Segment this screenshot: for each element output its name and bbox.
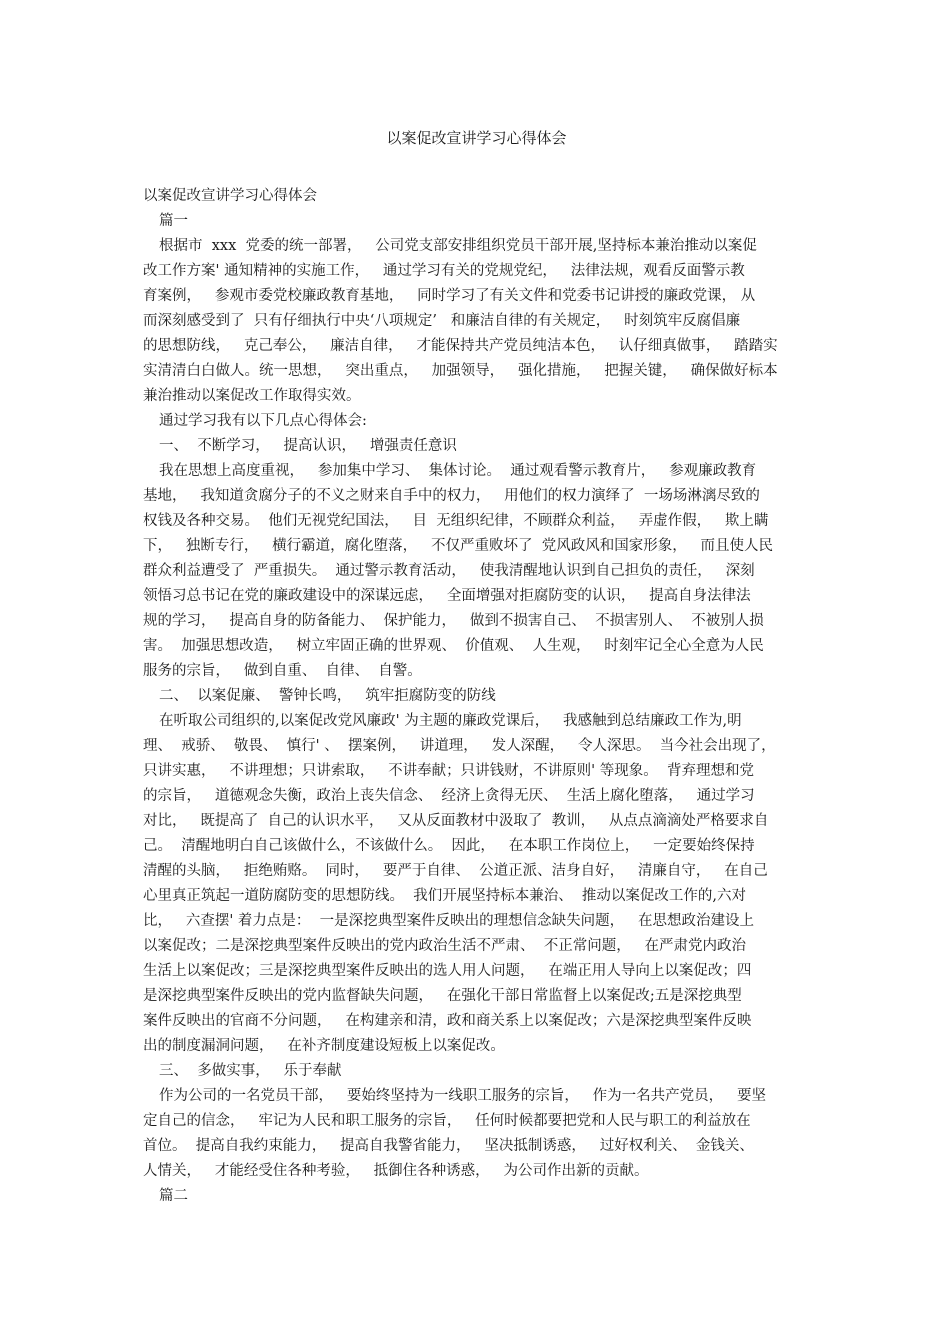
- text-line: 比， 六查摆' 着力点是： 一是深挖典型案件反映出的理想信念缺失问题， 在思想政治建设上: [143, 913, 754, 929]
- text-line: 服务的宗旨， 做到自重、 自律、 自警。: [143, 663, 422, 679]
- text-line: 首位。 提高自我约束能力， 提高自我警省能力， 坚决抵制诱惑， 过好权利关、 金钱关、: [143, 1138, 754, 1154]
- text-line: 对比， 既提高了 自己的认识水平， 又从反面教材中汲取了 教训， 从点点滴滴处严格要求自: [143, 813, 769, 829]
- text-line: 下， 独断专行， 横行霸道，腐化堕落， 不仅严重败坏了 党风政风和国家形象， 而且使人民: [143, 538, 774, 554]
- document-body: [143, 184, 810, 1209]
- text-line: 生活上以案促改；三是深挖典型案件反映出的选人用人问题， 在端正用人导向上以案促改；四: [143, 963, 752, 979]
- text-line: 案件反映出的官商不分问题， 在构建亲和清，政和商关系上以案促改；六是深挖典型案件反映: [143, 1013, 752, 1029]
- text-line: 规的学习， 提高自身的防备能力、 保护能力， 做到不损害自己、 不损害别人、 不被别人损: [143, 613, 764, 629]
- text-line: 篇二: [159, 1188, 188, 1204]
- text-line: 定自己的信念， 牢记为人民和职工服务的宗旨， 任何时候都要把党和人民与职工的利益放在: [143, 1113, 751, 1129]
- text-line: 权钱及各种交易。 他们无视党纪国法， 目 无组织纪律，不顾群众利益， 弄虚作假， 欺上瞒: [143, 513, 769, 529]
- text-line: 己。 清醒地明白自己该做什么，不该做什么。 因此， 在本职工作岗位上， 一定要始终保持: [143, 838, 755, 854]
- text-line: 实清清白白做人。统一思想， 突出重点， 加强领导， 强化措施， 把握关键， 确保做好标本: [143, 363, 778, 379]
- text-line: 只讲实惠， 不讲理想；只讲索取， 不讲奉献；只讲钱财，不讲原则' 等现象。 背弃理想和党: [143, 763, 754, 779]
- document-title: 以案促改宣讲学习心得体会: [386, 129, 567, 147]
- text-line: 心里真正筑起一道防腐防变的思想防线。 我们开展坚持标本兼治、 推动以案促改工作的,六对: [143, 888, 747, 904]
- text-line: 以案促改宣讲学习心得体会: [143, 188, 317, 204]
- text-line: 我在思想上高度重视， 参加集中学习、 集体讨论。 通过观看警示教育片， 参观廉政教育: [159, 463, 757, 479]
- text-line: 篇一: [159, 213, 188, 229]
- text-line: 的思想防线， 克己奉公， 廉洁自律， 才能保持共产党员纯洁本色， 认仔细真做事， 踏踏实: [143, 338, 778, 354]
- text-line: 理、 戒骄、 敬畏、 慎行' 、 摆案例， 讲道理， 发人深醒， 令人深思。 当今社会出现了，: [143, 738, 776, 754]
- text-line: 通过学习我有以下几点心得体会:: [159, 413, 367, 429]
- text-line: 以案促改；二是深挖典型案件反映出的党内政治生活不严肃、 不正常问题， 在严肃党内政治: [143, 938, 747, 954]
- text-line: 群众利益遭受了 严重损失。 通过警示教育活动， 使我清醒地认识到自己担负的责任， 深刻: [143, 563, 755, 579]
- text-line: 根据市 xxx 党委的统一部署， 公司党支部安排组织党员干部开展,坚持标本兼治推动以案促: [159, 238, 757, 254]
- text-line: 基地， 我知道贪腐分子的不义之财来自手中的权力， 用他们的权力演绎了 一场场淋漓尽致的: [143, 488, 760, 504]
- text-line: 一、 不断学习， 提高认识， 增强责任意识: [159, 438, 457, 454]
- text-line: 作为公司的一名党员干部， 要始终坚持为一线职工服务的宗旨， 作为一名共产党员， 要坚: [159, 1088, 766, 1104]
- text-line: 的宗旨， 道德观念失衡，政治上丧失信念、 经济上贪得无厌、 生活上腐化堕落， 通过学习: [143, 788, 755, 804]
- text-line: 在听取公司组织的,以案促改党风廉政' 为主题的廉政党课后， 我感触到总结廉政工作为,明: [159, 713, 742, 729]
- text-line: 兼治推动以案促改工作取得实效。: [143, 388, 361, 404]
- text-line: 二、 以案促廉、 警钟长鸣， 筑牢拒腐防变的防线: [159, 688, 496, 704]
- text-line: 清醒的头脑， 拒绝贿赂。 同时， 要严于自律、 公道正派、洁身自好， 清廉自守， 在自己: [143, 863, 768, 879]
- text-line: 而深刻感受到了 只有仔细执行中央‘八项规定’ 和廉洁自律的有关规定， 时刻筑牢反腐倡廉: [143, 313, 741, 329]
- text-line: 领悟习总书记在党的廉政建设中的深谋远虑， 全面增强对拒腐防变的认识， 提高自身法律法: [143, 588, 751, 604]
- document-page: [143, 128, 810, 1209]
- text-line: 三、 多做实事， 乐于奉献: [159, 1063, 342, 1079]
- text-line: 人情关， 才能经受住各种考验， 抵御住各种诱惑， 为公司作出新的贡献。: [143, 1163, 649, 1179]
- text-line: 育案例， 参观市委党校廉政教育基地， 同时学习了有关文件和党委书记讲授的廉政党课， 从: [143, 288, 756, 304]
- text-line: 害。 加强思想改造， 树立牢固正确的世界观、 价值观、 人生观， 时刻牢记全心全意为人民: [143, 638, 764, 654]
- text-line: 出的制度漏洞问题， 在补齐制度建设短板上以案促改。: [143, 1038, 505, 1054]
- text-line: 是深挖典型案件反映出的党内监督缺失问题， 在强化干部日常监督上以案促改;五是深挖典型: [143, 988, 742, 1004]
- text-line: 改工作方案' 通知精神的实施工作， 通过学习有关的党规党纪， 法律法规，观看反面警示教: [143, 263, 745, 279]
